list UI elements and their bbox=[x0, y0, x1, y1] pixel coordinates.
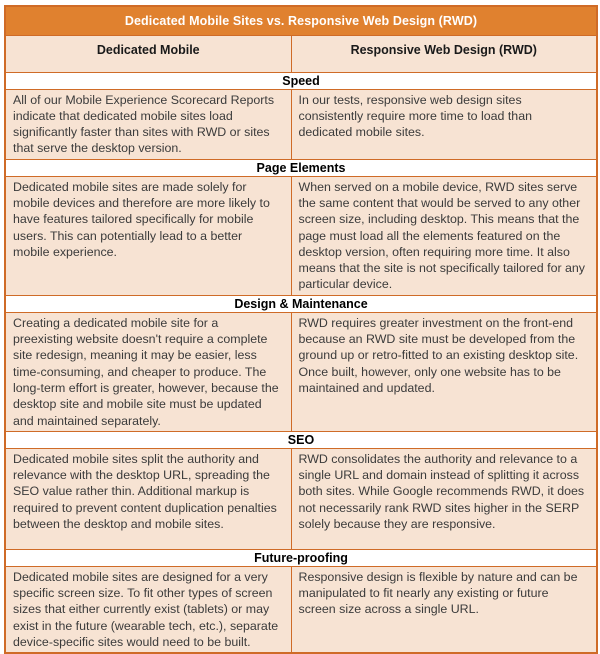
cell-design-maintenance-rwd: RWD requires greater investment on the front-end because an RWD site must be developed from the ground up or retro-fitted to an existing desktop site. Once built, however, only one website has to be maintained and updated. bbox=[291, 312, 597, 431]
table-title: Dedicated Mobile Sites vs. Responsive Web Design (RWD) bbox=[5, 6, 597, 35]
section-heading-row-page-elements bbox=[5, 159, 597, 176]
section-heading-row-design-maintenance bbox=[5, 295, 597, 312]
column-header-dedicated-mobile: Dedicated Mobile bbox=[5, 35, 291, 72]
cell-speed-rwd: In our tests, responsive web design sites consistently require more time to load than dedicated mobile sites. bbox=[291, 89, 597, 159]
section-heading-row-future-proofing bbox=[5, 549, 597, 566]
cell-design-maintenance-dedicated: Creating a dedicated mobile site for a preexisting website doesn't require a complete site redesign, meaning it may be easier, less time-consuming, and cheaper to produce. The long-term effort is greater, however, because the desktop site and mobile site must be updated and maintained separately. bbox=[5, 312, 291, 431]
cell-page-elements-dedicated: Dedicated mobile sites are made solely for mobile devices and therefore are more likely to have features tailored specifically for mobile users. This can potentially lead to a better mobile experience. bbox=[5, 176, 291, 295]
section-heading-design-maintenance: Design & Maintenance bbox=[5, 295, 597, 312]
comparison-table bbox=[4, 5, 598, 654]
section-heading-page-elements: Page Elements bbox=[5, 159, 597, 176]
section-content-row-design-maintenance bbox=[5, 312, 597, 431]
cell-future-proofing-rwd: Responsive design is flexible by nature and can be manipulated to fit nearly any existing or future screen size across a single URL. bbox=[291, 566, 597, 653]
cell-speed-dedicated: All of our Mobile Experience Scorecard Reports indicate that dedicated mobile sites load significantly faster than sites with RWD or sites that serve the desktop version. bbox=[5, 89, 291, 159]
section-content-row-page-elements bbox=[5, 176, 597, 295]
section-heading-row-seo bbox=[5, 431, 597, 448]
section-content-row-speed bbox=[5, 89, 597, 159]
column-header-row bbox=[5, 35, 597, 72]
cell-future-proofing-dedicated: Dedicated mobile sites are designed for a very specific screen size. To fit other types of screen sizes that either currently exist (tablets) or may exist in the future (wearable tech, etc.), separate device-specific sites would need to be built. bbox=[5, 566, 291, 653]
section-heading-seo: SEO bbox=[5, 431, 597, 448]
section-heading-speed: Speed bbox=[5, 72, 597, 89]
section-heading-future-proofing: Future-proofing bbox=[5, 549, 597, 566]
section-content-row-future-proofing bbox=[5, 566, 597, 653]
column-header-rwd: Responsive Web Design (RWD) bbox=[291, 35, 597, 72]
section-content-row-seo bbox=[5, 448, 597, 549]
cell-page-elements-rwd: When served on a mobile device, RWD sites serve the same content that would be served to any other screen size, including desktop. This means that the page must load all the elements featured on the desktop version, often requiring more time. It also means that the site is not specifically tailored for any particular device. bbox=[291, 176, 597, 295]
cell-seo-dedicated: Dedicated mobile sites split the authority and relevance with the desktop URL, spreading the SEO value rather thin. Additional markup is required to prevent content duplication penalties between the desktop and mobile sites. bbox=[5, 448, 291, 549]
table-title-row bbox=[5, 6, 597, 35]
section-heading-row-speed bbox=[5, 72, 597, 89]
cell-seo-rwd: RWD consolidates the authority and relevance to a single URL and domain instead of splitting it across both sites. While Google recommends RWD, it does not necessarily rank RWD sites higher in the SERP solely because they are responsive. bbox=[291, 448, 597, 549]
